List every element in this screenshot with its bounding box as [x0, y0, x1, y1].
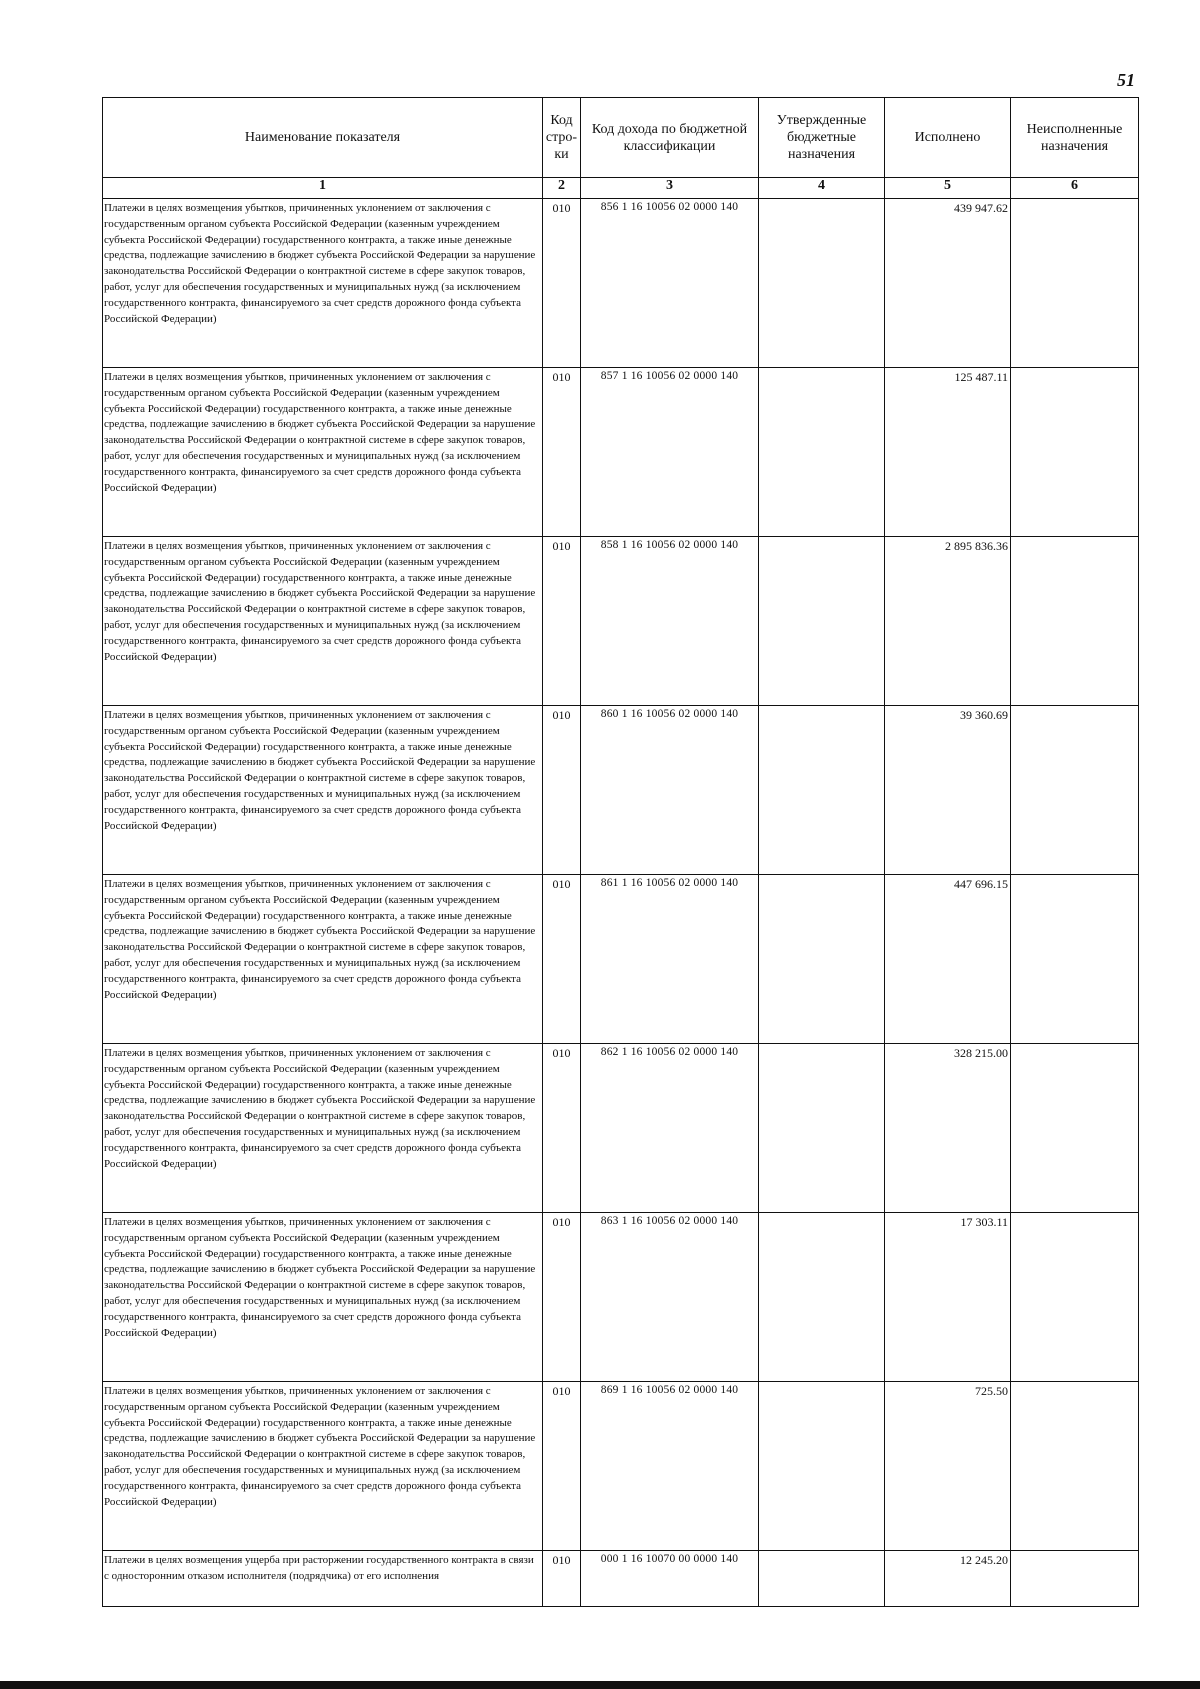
unexecuted-amount [1011, 368, 1139, 537]
table-row [103, 1551, 1139, 1607]
unexecuted-amount [1011, 875, 1139, 1044]
indicator-name: Платежи в целях возмещения ущерба при расторжении государственного контракта в связи с односторонним отказом исполнителя (подрядчика) от его исполнения [103, 1551, 543, 1607]
column-number-row [103, 178, 1139, 199]
table-row [103, 706, 1139, 875]
line-code: 010 [543, 199, 581, 368]
executed-amount: 725.50 [885, 1382, 1011, 1551]
unexecuted-amount [1011, 199, 1139, 368]
column-number: 6 [1011, 178, 1139, 199]
header-line-code: Код стро-ки [543, 98, 581, 178]
line-code: 010 [543, 368, 581, 537]
indicator-name: Платежи в целях возмещения убытков, причиненных уклонением от заключения с государственным органом субъекта Российской Федерации (казенным учреждением субъекта Российской Федерации) государственного контракта, а также иные денежные средства, подлежащие зачислению в бюджет субъекта Российской Федерации за нарушение законодательства Российской Федерации о контрактной системе в сфере закупок товаров, работ, услуг для обеспечения государственных и муниципальных нужд (за исключением государственного контракта, финансируемого за счет средств дорожного фонда субъекта Российской Федерации) [103, 368, 543, 537]
table-header-row [103, 98, 1139, 178]
column-number: 4 [759, 178, 885, 199]
line-code: 010 [543, 706, 581, 875]
table-row [103, 1044, 1139, 1213]
table-row [103, 1213, 1139, 1382]
income-code: 869 1 16 10056 02 0000 140 [581, 1382, 759, 1551]
executed-amount: 125 487.11 [885, 368, 1011, 537]
line-code: 010 [543, 875, 581, 1044]
column-number: 2 [543, 178, 581, 199]
table-row [103, 537, 1139, 706]
table-row [103, 199, 1139, 368]
income-code: 857 1 16 10056 02 0000 140 [581, 368, 759, 537]
table-row [103, 1382, 1139, 1551]
indicator-name: Платежи в целях возмещения убытков, причиненных уклонением от заключения с государственным органом субъекта Российской Федерации (казенным учреждением субъекта Российской Федерации) государственного контракта, а также иные денежные средства, подлежащие зачислению в бюджет субъекта Российской Федерации за нарушение законодательства Российской Федерации о контрактной системе в сфере закупок товаров, работ, услуг для обеспечения государственных и муниципальных нужд (за исключением государственного контракта, финансируемого за счет средств дорожного фонда субъекта Российской Федерации) [103, 706, 543, 875]
executed-amount: 2 895 836.36 [885, 537, 1011, 706]
unexecuted-amount [1011, 1213, 1139, 1382]
indicator-name: Платежи в целях возмещения убытков, причиненных уклонением от заключения с государственным органом субъекта Российской Федерации (казенным учреждением субъекта Российской Федерации) государственного контракта, а также иные денежные средства, подлежащие зачислению в бюджет субъекта Российской Федерации за нарушение законодательства Российской Федерации о контрактной системе в сфере закупок товаров, работ, услуг для обеспечения государственных и муниципальных нужд (за исключением государственного контракта, финансируемого за счет средств дорожного фонда субъекта Российской Федерации) [103, 1382, 543, 1551]
column-number: 3 [581, 178, 759, 199]
executed-amount: 328 215.00 [885, 1044, 1011, 1213]
unexecuted-amount [1011, 1044, 1139, 1213]
unexecuted-amount [1011, 1382, 1139, 1551]
header-unexecuted: Неисполненные назначения [1011, 98, 1139, 178]
executed-amount: 12 245.20 [885, 1551, 1011, 1607]
line-code: 010 [543, 1044, 581, 1213]
approved-amount [759, 368, 885, 537]
income-code: 863 1 16 10056 02 0000 140 [581, 1213, 759, 1382]
line-code: 010 [543, 1551, 581, 1607]
budget-execution-table [102, 97, 1139, 1607]
executed-amount: 447 696.15 [885, 875, 1011, 1044]
approved-amount [759, 1213, 885, 1382]
line-code: 010 [543, 1382, 581, 1551]
income-code: 860 1 16 10056 02 0000 140 [581, 706, 759, 875]
header-indicator-name: Наименование показателя [103, 98, 543, 178]
executed-amount: 439 947.62 [885, 199, 1011, 368]
approved-amount [759, 199, 885, 368]
scan-edge-bar [0, 1681, 1200, 1689]
executed-amount: 17 303.11 [885, 1213, 1011, 1382]
indicator-name: Платежи в целях возмещения убытков, причиненных уклонением от заключения с государственным органом субъекта Российской Федерации (казенным учреждением субъекта Российской Федерации) государственного контракта, а также иные денежные средства, подлежащие зачислению в бюджет субъекта Российской Федерации за нарушение законодательства Российской Федерации о контрактной системе в сфере закупок товаров, работ, услуг для обеспечения государственных и муниципальных нужд (за исключением государственного контракта, финансируемого за счет средств дорожного фонда субъекта Российской Федерации) [103, 537, 543, 706]
header-approved: Утвержденные бюджетные назначения [759, 98, 885, 178]
unexecuted-amount [1011, 537, 1139, 706]
indicator-name: Платежи в целях возмещения убытков, причиненных уклонением от заключения с государственным органом субъекта Российской Федерации (казенным учреждением субъекта Российской Федерации) государственного контракта, а также иные денежные средства, подлежащие зачислению в бюджет субъекта Российской Федерации за нарушение законодательства Российской Федерации о контрактной системе в сфере закупок товаров, работ, услуг для обеспечения государственных и муниципальных нужд (за исключением государственного контракта, финансируемого за счет средств дорожного фонда субъекта Российской Федерации) [103, 875, 543, 1044]
indicator-name: Платежи в целях возмещения убытков, причиненных уклонением от заключения с государственным органом субъекта Российской Федерации (казенным учреждением субъекта Российской Федерации) государственного контракта, а также иные денежные средства, подлежащие зачислению в бюджет субъекта Российской Федерации за нарушение законодательства Российской Федерации о контрактной системе в сфере закупок товаров, работ, услуг для обеспечения государственных и муниципальных нужд (за исключением государственного контракта, финансируемого за счет средств дорожного фонда субъекта Российской Федерации) [103, 1044, 543, 1213]
column-number: 5 [885, 178, 1011, 199]
executed-amount: 39 360.69 [885, 706, 1011, 875]
income-code: 000 1 16 10070 00 0000 140 [581, 1551, 759, 1607]
header-income-code: Код дохода по бюджетной классификации [581, 98, 759, 178]
income-code: 856 1 16 10056 02 0000 140 [581, 199, 759, 368]
approved-amount [759, 1382, 885, 1551]
indicator-name: Платежи в целях возмещения убытков, причиненных уклонением от заключения с государственным органом субъекта Российской Федерации (казенным учреждением субъекта Российской Федерации) государственного контракта, а также иные денежные средства, подлежащие зачислению в бюджет субъекта Российской Федерации за нарушение законодательства Российской Федерации о контрактной системе в сфере закупок товаров, работ, услуг для обеспечения государственных и муниципальных нужд (за исключением государственного контракта, финансируемого за счет средств дорожного фонда субъекта Российской Федерации) [103, 1213, 543, 1382]
unexecuted-amount [1011, 1551, 1139, 1607]
table-row [103, 875, 1139, 1044]
header-executed: Исполнено [885, 98, 1011, 178]
column-number: 1 [103, 178, 543, 199]
unexecuted-amount [1011, 706, 1139, 875]
approved-amount [759, 537, 885, 706]
income-code: 858 1 16 10056 02 0000 140 [581, 537, 759, 706]
table-row [103, 368, 1139, 537]
page-number: 51 [1117, 70, 1135, 90]
indicator-name: Платежи в целях возмещения убытков, причиненных уклонением от заключения с государственным органом субъекта Российской Федерации (казенным учреждением субъекта Российской Федерации) государственного контракта, а также иные денежные средства, подлежащие зачислению в бюджет субъекта Российской Федерации за нарушение законодательства Российской Федерации о контрактной системе в сфере закупок товаров, работ, услуг для обеспечения государственных и муниципальных нужд (за исключением государственного контракта, финансируемого за счет средств дорожного фонда субъекта Российской Федерации) [103, 199, 543, 368]
income-code: 862 1 16 10056 02 0000 140 [581, 1044, 759, 1213]
approved-amount [759, 1044, 885, 1213]
income-code: 861 1 16 10056 02 0000 140 [581, 875, 759, 1044]
approved-amount [759, 706, 885, 875]
line-code: 010 [543, 537, 581, 706]
line-code: 010 [543, 1213, 581, 1382]
approved-amount [759, 875, 885, 1044]
approved-amount [759, 1551, 885, 1607]
